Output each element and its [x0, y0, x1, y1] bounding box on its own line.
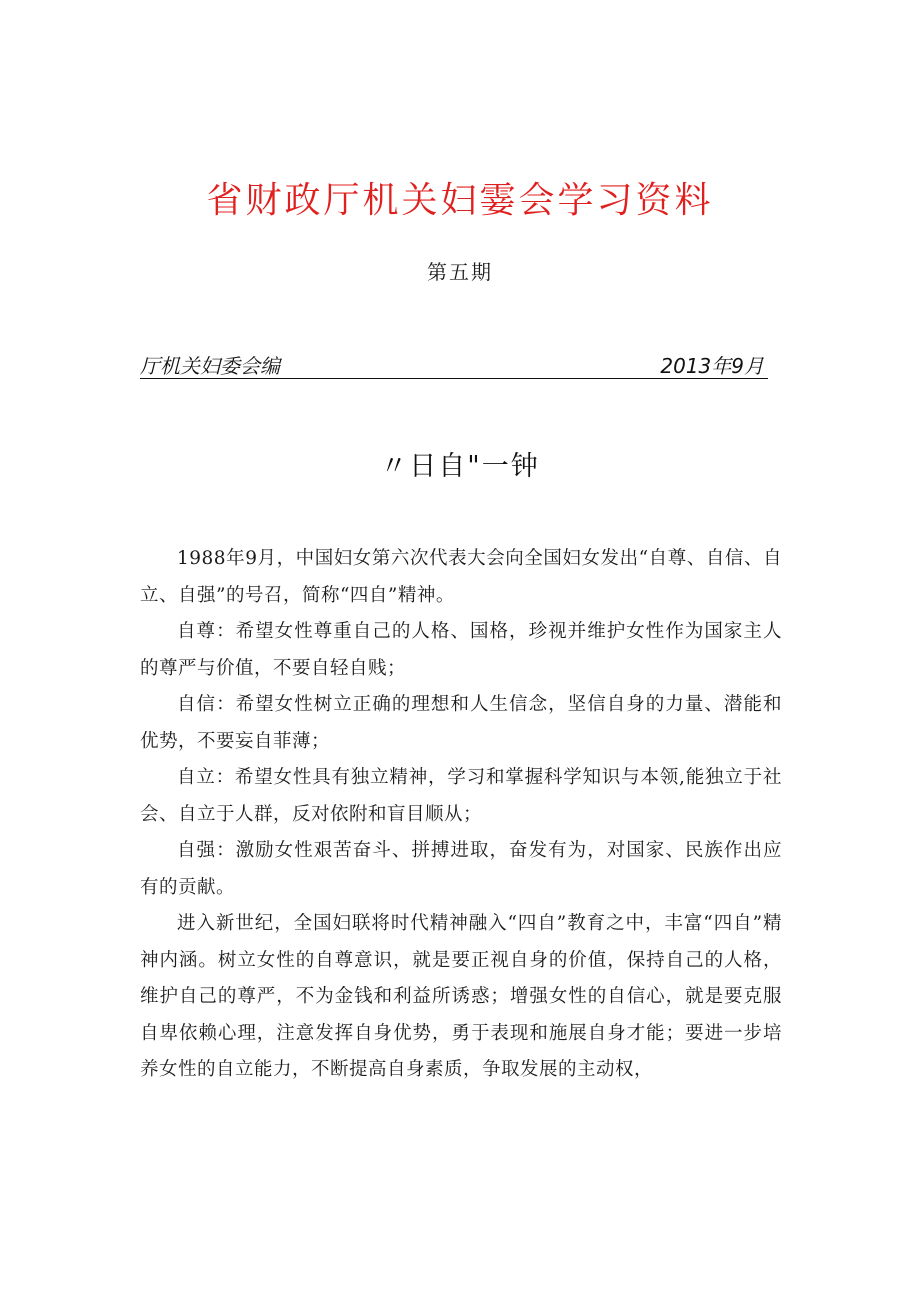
editor-line [140, 350, 768, 379]
body-text [140, 541, 782, 1089]
paragraph: 1988年9月，中国妇女第六次代表大会向全国妇女发出“自尊、自信、自立、自强”的号召，简称“四自”精神。 [140, 548, 782, 606]
paragraph: 进入新世纪，全国妇联将时代精神融入“四自”教育之中，丰富“四自”精神内涵。树立女性的自尊意识，就是要正视自身的价值，保持自己的人格，维护自己的尊严，不为金钱和利益所诱惑；增强女性的自信心，就是要克服自卑依赖心理，注意发挥自身优势，勇于表现和施展自身才能；要进一步培养女性的自立能力，不断提高自身素质，争取发展的主动权， [140, 913, 782, 1080]
issue-date: 2013年9月 [660, 354, 764, 378]
paragraph: 自强：激励女性艰苦奋斗、拼搏进取，奋发有为，对国家、民族作出应有的贡献。 [140, 840, 782, 898]
paragraph: 自尊：希望女性尊重自己的人格、国格，珍视并维护女性作为国家主人的尊严与价值，不要自轻自贱； [140, 621, 782, 679]
main-title: 省财政厅机关妇霎会学习资料 [206, 180, 714, 221]
editor-name: 厅机关妇委会编 [140, 354, 280, 378]
issue-number: 第五期 [427, 260, 493, 284]
paragraph: 自信：希望女性树立正确的理想和人生信念，坚信自身的力量、潜能和优势，不要妄自菲薄； [140, 694, 782, 752]
section-title: 〃日自"一钟 [380, 451, 540, 482]
paragraph: 自立：希望女性具有独立精神，学习和掌握科学知识与本领,能独立于社会、自立于人群，反对依附和盲目顺从； [140, 767, 782, 825]
